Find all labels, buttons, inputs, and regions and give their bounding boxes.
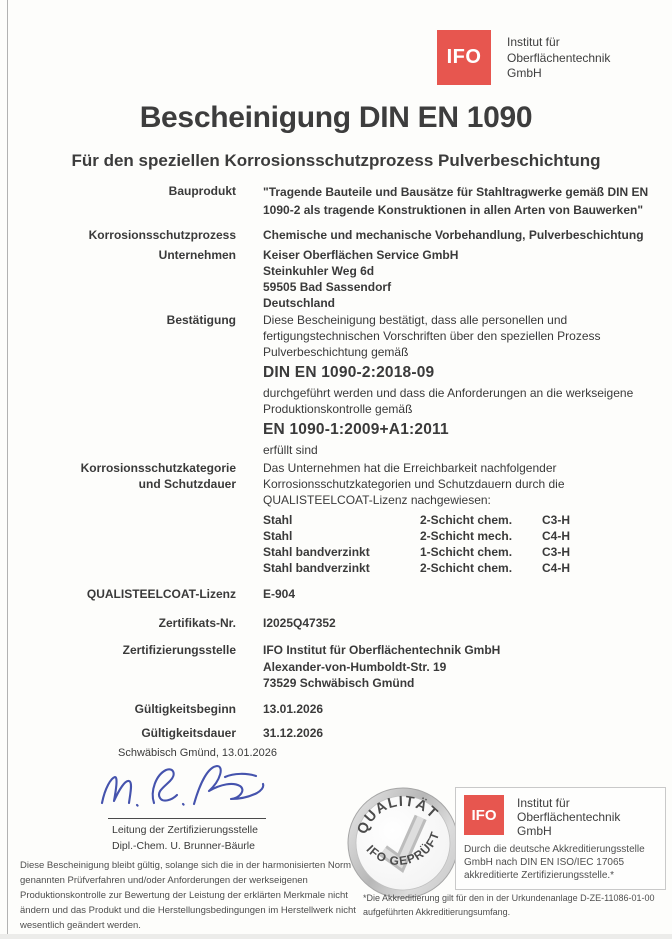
cell-system: 1-Schicht chem. xyxy=(420,545,513,559)
org-line: GmbH xyxy=(517,824,552,838)
org-line: Oberflächentechnik xyxy=(517,810,621,824)
field-label: Gültigkeitsbeginn xyxy=(134,701,236,716)
field-zertifizierungsstelle xyxy=(0,642,672,692)
field-value xyxy=(263,312,672,458)
cell-system: 2-Schicht chem. xyxy=(420,561,513,575)
cell-material: Stahl bandverzinkt xyxy=(263,545,370,559)
cell-category: C4-H xyxy=(542,561,571,575)
field-value: E-904 xyxy=(263,587,296,601)
signature-stroke xyxy=(183,804,184,805)
cell-material: Stahl xyxy=(263,529,293,543)
ifo-org-name xyxy=(507,30,610,85)
address-line: 73529 Schwäbisch Gmünd xyxy=(263,676,415,690)
org-line: Oberflächentechnik xyxy=(507,50,611,65)
seal-bottom-text: IFO GEPRÜFT xyxy=(363,829,443,869)
cell-material: Stahl bandverzinkt xyxy=(263,561,370,575)
field-value xyxy=(263,460,672,576)
place-and-date: Schwäbisch Gmünd, 13.01.2026 xyxy=(118,747,277,759)
signature-block xyxy=(0,746,362,939)
address-line: 59505 Bad Sassendorf xyxy=(263,280,392,294)
field-value: 31.12.2026 xyxy=(263,725,324,740)
field-label: QUALISTEELCOAT-Lizenz xyxy=(86,587,236,601)
norm-en-1090-1: EN 1090-1:2009+A1:2011 xyxy=(263,421,449,438)
field-gueltigkeitsbeginn xyxy=(0,701,672,717)
field-label xyxy=(0,460,236,576)
certifier-address xyxy=(263,642,672,692)
signature-stroke xyxy=(225,774,256,777)
address-line: Keiser Oberflächen Service GmbH xyxy=(263,248,459,262)
cell-system: 2-Schicht mech. xyxy=(420,529,513,543)
confirmation-outro: erfüllt sind xyxy=(263,443,318,457)
signatory-role: Leitung der Zertifizierungsstelle xyxy=(112,824,258,836)
field-korrosionsschutzkategorie xyxy=(0,460,672,576)
accreditation-footnote: *Die Akkreditierung gilt für den in der Urkundenanlage D-ZE-11086-01-00 aufgeführten Akkreditierungsumfang. xyxy=(363,893,655,917)
field-qualisteelcoat-lizenz xyxy=(0,586,672,602)
seal-top-text: QUALITÄT xyxy=(354,793,442,837)
org-line: Institut für xyxy=(507,35,560,49)
signatory-name: Dipl.-Chem. U. Brunner-Bäurle xyxy=(112,840,255,852)
table-row xyxy=(263,528,672,544)
field-label: Zertifizierungsstelle xyxy=(122,643,236,657)
table-row xyxy=(263,560,672,576)
signature-image xyxy=(90,757,275,819)
field-label: Korrosionsschutzprozess xyxy=(88,228,236,242)
ifo-logo-text: IFO xyxy=(471,806,497,824)
address-line: Alexander-von-Humboldt-Str. 19 xyxy=(263,659,447,674)
certificate-fields xyxy=(0,183,672,741)
accreditation-box xyxy=(455,787,666,890)
field-unternehmen xyxy=(0,247,672,311)
signature-stroke xyxy=(153,769,177,803)
address-line: IFO Institut für Oberflächentechnik GmbH xyxy=(263,643,501,657)
field-label: Bestätigung xyxy=(166,313,236,327)
field-label: Bauprodukt xyxy=(168,184,236,198)
ifo-header-logo xyxy=(437,30,610,85)
cell-system: 2-Schicht chem. xyxy=(420,513,513,527)
field-value: I2025Q47352 xyxy=(263,616,336,630)
category-table xyxy=(263,512,672,576)
confirmation-intro: Diese Bescheinigung bestätigt, dass alle personellen und fertigungstechnischen Vorschriften über den speziellen Prozess Pulverbeschichtung gemäß xyxy=(263,313,601,359)
field-value: Chemische und mechanische Vorbehandlung, Pulverbeschichtung xyxy=(263,228,644,242)
signature-stroke xyxy=(194,766,263,804)
label-line: Korrosionsschutzkategorie xyxy=(80,461,236,475)
signature-line xyxy=(108,818,266,819)
confirmation-middle: durchgeführt werden und dass die Anforderungen an die werkseigene Produktionskontrolle gemäß xyxy=(263,386,634,416)
field-label: Gültigkeitsdauer xyxy=(141,725,236,740)
org-line: Institut für xyxy=(517,796,570,810)
ifo-logo-icon xyxy=(464,795,504,835)
field-label: Unternehmen xyxy=(158,248,236,262)
org-line: GmbH xyxy=(507,66,542,80)
page-subtitle: Für den speziellen Korrosionsschutzprozess Pulverbeschichtung xyxy=(71,151,601,170)
cell-material: Stahl xyxy=(263,513,293,527)
label-line: und Schutzdauer xyxy=(138,477,236,491)
page-title: Bescheinigung DIN EN 1090 xyxy=(139,101,533,134)
address-line: Steinkuhler Weg 6d xyxy=(263,264,375,278)
ifo-footer-logo xyxy=(464,795,657,838)
field-value: "Tragende Bauteile und Bausätze für Stahltragwerke gemäß DIN EN 1090-2 als tragende Konstruktionen in allen Arten von Bauwerken" xyxy=(263,185,649,217)
field-gueltigkeitsdauer xyxy=(0,725,672,741)
ifo-org-name xyxy=(517,795,620,838)
cell-category: C4-H xyxy=(542,529,571,543)
cell-category: C3-H xyxy=(542,545,571,559)
ifo-logo-icon xyxy=(437,30,491,85)
field-label: Zertifikats-Nr. xyxy=(158,616,236,630)
table-row xyxy=(263,512,672,528)
company-address xyxy=(263,247,672,311)
field-bestaetigung xyxy=(0,312,672,458)
field-bauprodukt xyxy=(0,183,672,219)
norm-din-en-1090-2: DIN EN 1090-2:2018-09 xyxy=(263,364,435,381)
field-value: 13.01.2026 xyxy=(263,701,324,716)
accreditation-statement: Durch die deutsche Akkreditierungsstelle GmbH nach DIN EN ISO/IEC 17065 akkreditierte Zertifizierungsstelle.* xyxy=(464,844,645,881)
signature-stroke xyxy=(102,777,131,803)
quality-seal xyxy=(335,775,472,912)
field-korrosionsschutzprozess xyxy=(0,227,672,243)
address-line: Deutschland xyxy=(263,296,336,310)
signature-stroke xyxy=(137,805,138,806)
table-row xyxy=(263,544,672,560)
validity-clause: Diese Bescheinigung bleibt gültig, solange sich die in der harmonisierten Norm genannten Prüfverfahren und/oder Anforderungen der werkseigenen Produktionskontrolle zur Bewertung der Leistung der erklärten Merkmale nicht ändern und das Produkt und die Herstellungsbedingungen im Herstellwerk nicht wesentlich geändert werden. xyxy=(20,860,356,931)
cell-category: C3-H xyxy=(542,513,571,527)
field-zertifikats-nr xyxy=(0,615,672,631)
ifo-logo-text: IFO xyxy=(446,46,482,68)
category-intro: Das Unternehmen hat die Erreichbarkeit nachfolgender Korrosionsschutzkategorien und Schutzdauern durch die QUALISTEELCOAT-Lizenz nachgewiesen: xyxy=(263,461,565,507)
